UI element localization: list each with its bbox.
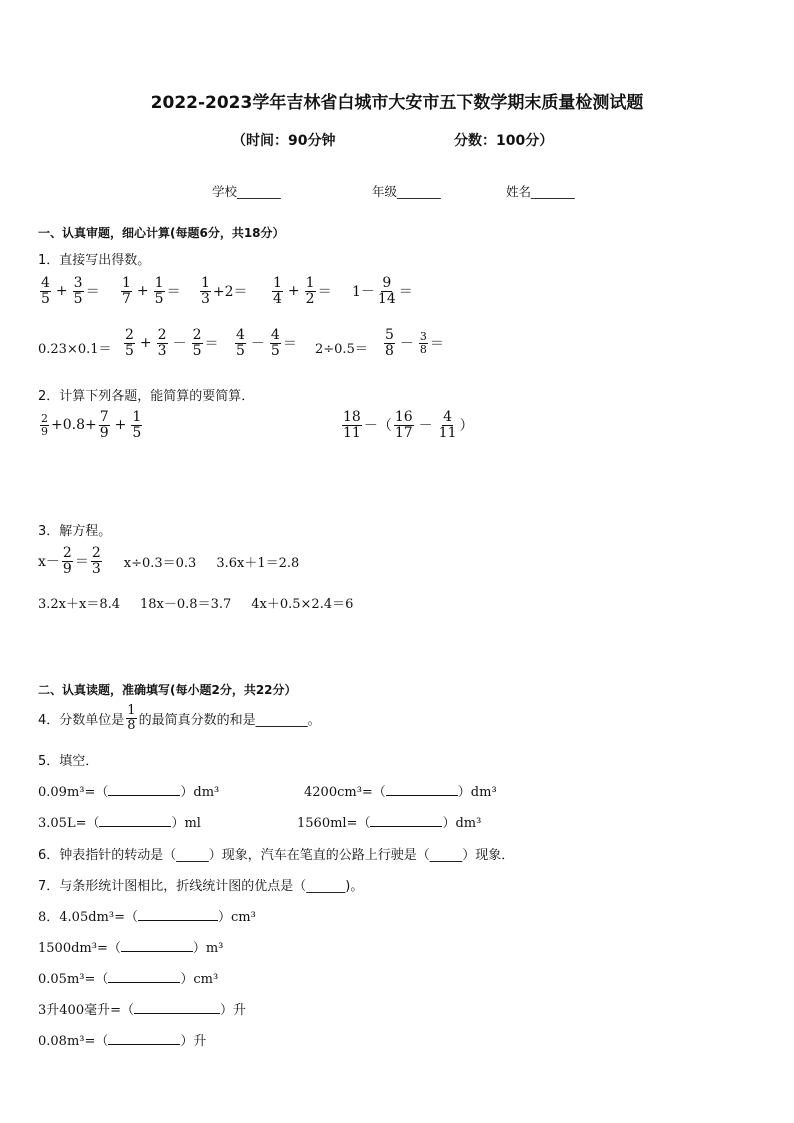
section-2-title: 二、认真读题，准确填写(每小题2分，共22分） (38, 683, 297, 697)
q1-expr-1: $\frac{4}{5}$ + $\frac{3}{5}$ ＝ (41, 275, 100, 307)
question-3-label: 3．解方程。 (38, 524, 112, 539)
answer-blank[interactable] (370, 814, 442, 827)
q8-blank-d: 3升400毫升=（ ）升 (38, 1003, 246, 1018)
q1-expr-5: 1－ $\frac{9}{14}$ ＝ (352, 275, 413, 307)
q8-blank-a: 8．4.05dm³=（ ）cm³ (38, 910, 256, 925)
q1-expr-10: $\frac{5}{8}$ － $\frac{3}{8}$ ＝ (385, 327, 444, 359)
name-field: 姓名_______ (506, 184, 575, 199)
q5-blank-d: 1560ml=（ ）dm³ (297, 816, 482, 831)
q8-blank-e: 0.08m³=（ ）升 (38, 1034, 207, 1049)
q1-expr-3: $\frac{1}{3}$ +2＝ (201, 275, 248, 307)
school-field: 学校_______ (212, 184, 281, 199)
page-title: 2022-2023学年吉林省白城市大安市五下数学期末质量检测试题 (150, 93, 644, 113)
exam-time: （时间：90分钟 (232, 133, 336, 149)
question-1-label: 1．直接写出得数。 (38, 253, 151, 268)
answer-blank[interactable] (121, 939, 193, 952)
answer-blank[interactable] (386, 783, 458, 796)
q1-expr-2: $\frac{1}{7}$ + $\frac{1}{5}$ ＝ (122, 275, 181, 307)
q2-expr-1: $\frac{2}{9}$ +0.8+ $\frac{7}{9}$ + $\frac{1}{5}$ (41, 409, 142, 441)
q2-expr-2: $\frac{18}{11}$ －（ $\frac{16}{17}$ － $\frac{4}{11}$ ） (343, 409, 474, 441)
q1-expr-6: 0.23×0.1＝ (38, 342, 112, 357)
q3-row-2: 3.2x＋x＝8.4 18x－0.8＝3.7 4x＋0.5×2.4＝6 (38, 597, 354, 612)
q5-blank-c: 3.05L=（ ）ml (38, 816, 201, 831)
q1-expr-7: $\frac{2}{5}$ + $\frac{2}{3}$ － $\frac{2}{5}$ ＝ (125, 327, 219, 359)
grade-field: 年级_______ (372, 184, 441, 199)
q8-blank-b: 1500dm³=（ ）m³ (38, 941, 224, 956)
question-5-label: 5．填空． (38, 754, 99, 769)
q8-blank-c: 0.05m³=（ ）cm³ (38, 972, 219, 987)
q1-expr-8: $\frac{4}{5}$ － $\frac{4}{5}$ ＝ (236, 327, 297, 359)
section-1-title: 一、认真审题，细心计算(每题6分，共18分） (38, 226, 285, 240)
q3-row-1: x－ $\frac{2}{9}$ ＝ $\frac{2}{3}$ x÷0.3＝0.3 3.6x＋1＝2.8 (38, 545, 300, 577)
answer-blank[interactable] (134, 1001, 220, 1014)
exam-score: 分数：100分） (454, 133, 554, 149)
question-7: 7．与条形统计图相比，折线统计图的优点是（______)。 (38, 879, 364, 894)
q1-expr-9: 2÷0.5＝ (315, 342, 368, 357)
question-6: 6．钟表指针的转动是（_____）现象，汽车在笔直的公路上行驶是（_____）现象． (38, 848, 515, 863)
q1-expr-4: $\frac{1}{4}$ + $\frac{1}{2}$ ＝ (273, 275, 332, 307)
answer-blank[interactable] (108, 1032, 180, 1045)
q5-blank-a: 0.09m³=（ ）dm³ (38, 785, 220, 800)
answer-blank[interactable] (108, 970, 180, 983)
question-4: 4．分数单位是 $\frac{1}{8}$ 的最简真分数的和是________。 (38, 703, 321, 733)
q5-blank-b: 4200cm³=（ ）dm³ (304, 785, 497, 800)
answer-blank[interactable] (99, 814, 171, 827)
question-2-label: 2．计算下列各题，能简算的要简算． (38, 389, 255, 404)
answer-blank[interactable] (108, 783, 180, 796)
answer-blank[interactable] (138, 908, 218, 921)
